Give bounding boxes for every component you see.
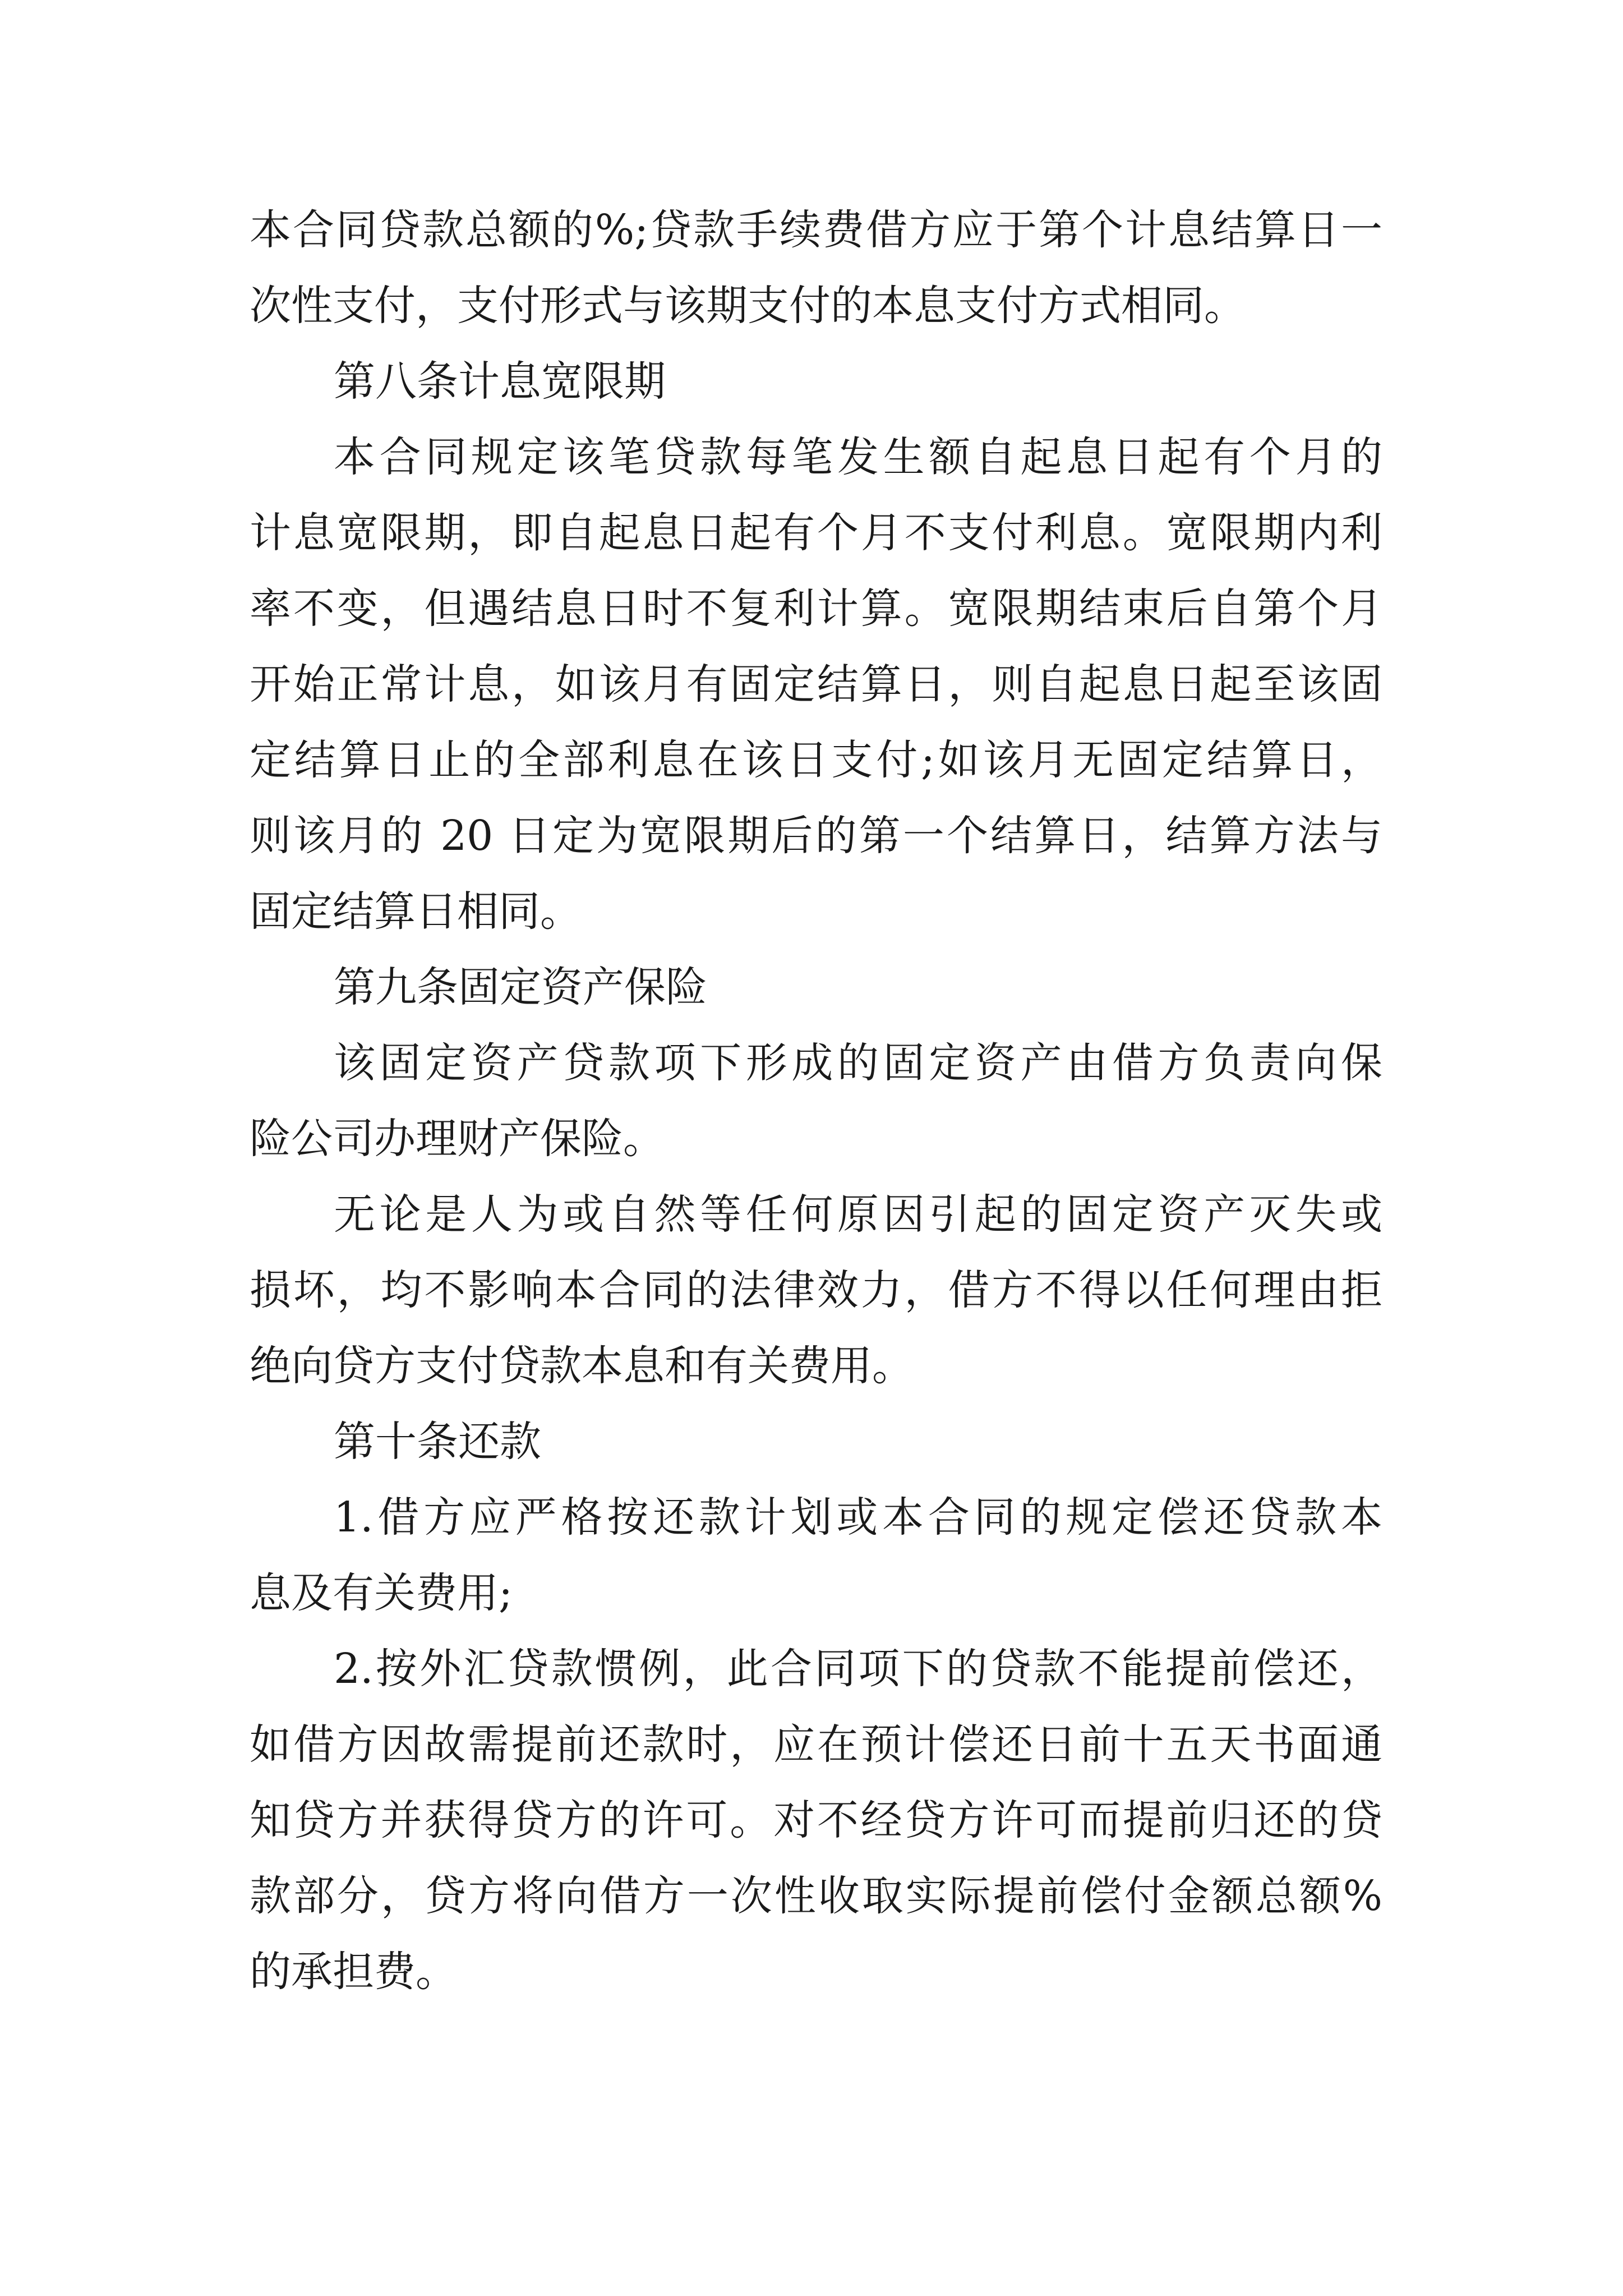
paragraph-line: 无论是人为或自然等任何原因引起的固定资产灭失或 — [334, 1190, 1382, 1239]
paragraph-line: 定结算日止的全部利息在该日支付;如该月无固定结算日， — [250, 736, 1382, 784]
section-heading: 第十条还款 — [334, 1418, 541, 1466]
list-item-line: 如借方因故需提前还款时，应在预计偿还日前十五天书面通 — [250, 1720, 1382, 1769]
paragraph-line: 损坏，均不影响本合同的法律效力，借方不得以任何理由拒 — [250, 1266, 1382, 1314]
paragraph-line: 本合同贷款总额的%;贷款手续费借方应于第个计息结算日一 — [250, 206, 1382, 254]
list-item-line: 2.按外汇贷款惯例，此合同项下的贷款不能提前偿还， — [334, 1645, 1382, 1693]
paragraph-line: 固定结算日相同。 — [250, 887, 582, 936]
paragraph-line: 该固定资产贷款项下形成的固定资产由借方负责向保 — [334, 1039, 1382, 1087]
section-heading: 第八条计息宽限期 — [334, 357, 666, 406]
paragraph-line: 绝向贷方支付贷款本息和有关费用。 — [250, 1342, 914, 1390]
list-item-line: 的承担费。 — [250, 1948, 457, 1996]
list-item-line: 息及有关费用; — [250, 1569, 513, 1617]
paragraph-line: 险公司办理财产保险。 — [250, 1115, 665, 1163]
paragraph-line: 本合同规定该笔贷款每笔发生额自起息日起有个月的 — [334, 433, 1382, 481]
paragraph-line: 开始正常计息，如该月有固定结算日，则自起息日起至该固 — [250, 660, 1382, 708]
paragraph-line: 率不变，但遇结息日时不复利计算。宽限期结束后自第个月 — [250, 585, 1382, 633]
paragraph-line: 次性支付，支付形式与该期支付的本息支付方式相同。 — [250, 282, 1246, 330]
paragraph-line: 计息宽限期，即自起息日起有个月不支付利息。宽限期内利 — [250, 509, 1382, 557]
list-item-line: 知贷方并获得贷方的许可。对不经贷方许可而提前归还的贷 — [250, 1796, 1382, 1844]
paragraph-line: 则该月的 20 日定为宽限期后的第一个结算日，结算方法与 — [250, 812, 1382, 860]
list-item-line: 款部分，贷方将向借方一次性收取实际提前偿付金额总额% — [250, 1872, 1382, 1920]
list-item-line: 1.借方应严格按还款计划或本合同的规定偿还贷款本 — [334, 1493, 1382, 1542]
section-heading: 第九条固定资产保险 — [334, 963, 707, 1011]
